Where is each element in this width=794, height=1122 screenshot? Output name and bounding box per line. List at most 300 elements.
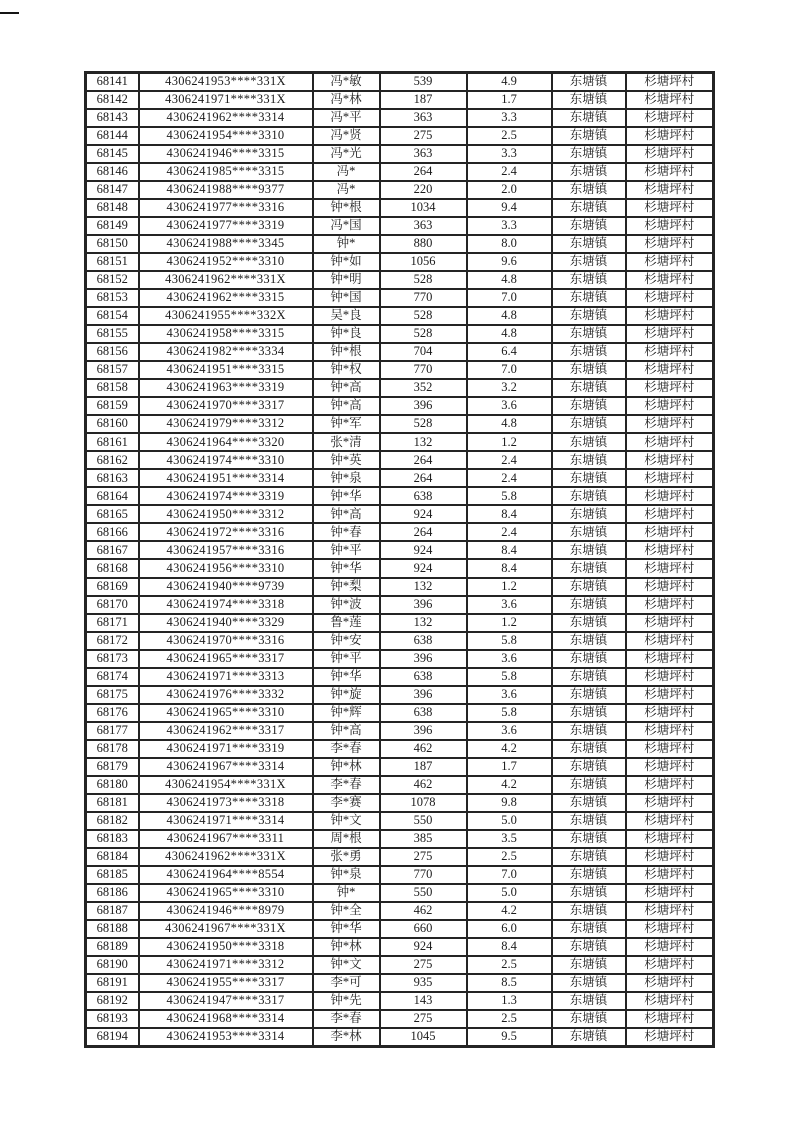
cell-town: 东塘镇: [552, 559, 626, 577]
cell-amount: 363: [380, 217, 467, 235]
cell-town: 东塘镇: [552, 704, 626, 722]
cell-village: 杉塘坪村: [626, 650, 714, 668]
cell-id-number-masked: 4306241976****3332: [139, 686, 313, 704]
cell-serial-number: 68182: [86, 812, 139, 830]
cell-town: 东塘镇: [552, 253, 626, 271]
cell-id-number-masked: 4306241965****3310: [139, 884, 313, 902]
cell-rate: 3.3: [467, 145, 552, 163]
cell-village: 杉塘坪村: [626, 163, 714, 181]
cell-rate: 2.0: [467, 181, 552, 199]
table-row: [86, 794, 714, 812]
cell-serial-number: 68190: [86, 956, 139, 974]
cell-amount: 275: [380, 848, 467, 866]
cell-id-number-masked: 4306241962****3315: [139, 289, 313, 307]
cell-amount: 528: [380, 271, 467, 289]
table-row: [86, 614, 714, 632]
cell-name-masked: 冯*贤: [313, 127, 380, 145]
table-row: [86, 217, 714, 235]
table-row: [86, 559, 714, 577]
table-row: [86, 469, 714, 487]
cell-name-masked: 钟*明: [313, 271, 380, 289]
cell-village: 杉塘坪村: [626, 848, 714, 866]
cell-name-masked: 李*春: [313, 1010, 380, 1028]
cell-village: 杉塘坪村: [626, 992, 714, 1010]
cell-amount: 770: [380, 289, 467, 307]
cell-name-masked: 钟*辉: [313, 704, 380, 722]
cell-amount: 396: [380, 596, 467, 614]
cell-village: 杉塘坪村: [626, 343, 714, 361]
cell-name-masked: 钟*旋: [313, 686, 380, 704]
cell-town: 东塘镇: [552, 992, 626, 1010]
table-row: [86, 415, 714, 433]
cell-id-number-masked: 4306241956****3310: [139, 559, 313, 577]
cell-town: 东塘镇: [552, 73, 626, 92]
cell-id-number-masked: 4306241967****331X: [139, 920, 313, 938]
cell-rate: 9.4: [467, 199, 552, 217]
cell-rate: 9.5: [467, 1028, 552, 1047]
cell-village: 杉塘坪村: [626, 686, 714, 704]
cell-rate: 1.7: [467, 91, 552, 109]
table-row: [86, 289, 714, 307]
table-row: [86, 343, 714, 361]
cell-amount: 462: [380, 740, 467, 758]
cell-serial-number: 68176: [86, 704, 139, 722]
cell-town: 东塘镇: [552, 722, 626, 740]
cell-village: 杉塘坪村: [626, 91, 714, 109]
cell-rate: 4.8: [467, 271, 552, 289]
cell-rate: 9.6: [467, 253, 552, 271]
cell-name-masked: 钟*根: [313, 199, 380, 217]
cell-amount: 770: [380, 361, 467, 379]
cell-amount: 132: [380, 433, 467, 451]
cell-serial-number: 68192: [86, 992, 139, 1010]
cell-town: 东塘镇: [552, 686, 626, 704]
cell-amount: 924: [380, 938, 467, 956]
cell-name-masked: 李*春: [313, 740, 380, 758]
cell-rate: 2.5: [467, 127, 552, 145]
cell-rate: 1.2: [467, 614, 552, 632]
table-row: [86, 433, 714, 451]
cell-town: 东塘镇: [552, 415, 626, 433]
cell-amount: 550: [380, 812, 467, 830]
cell-rate: 3.5: [467, 830, 552, 848]
cell-amount: 220: [380, 181, 467, 199]
cell-name-masked: 李*可: [313, 974, 380, 992]
cell-amount: 638: [380, 668, 467, 686]
cell-name-masked: 冯*林: [313, 91, 380, 109]
cell-serial-number: 68167: [86, 541, 139, 559]
cell-serial-number: 68152: [86, 271, 139, 289]
cell-serial-number: 68156: [86, 343, 139, 361]
cell-serial-number: 68165: [86, 505, 139, 523]
cell-town: 东塘镇: [552, 307, 626, 325]
cell-id-number-masked: 4306241977****3316: [139, 199, 313, 217]
cell-serial-number: 68181: [86, 794, 139, 812]
table-row: [86, 361, 714, 379]
cell-id-number-masked: 4306241946****8979: [139, 902, 313, 920]
cell-amount: 880: [380, 235, 467, 253]
cell-amount: 638: [380, 704, 467, 722]
cell-rate: 7.0: [467, 361, 552, 379]
cell-rate: 4.8: [467, 325, 552, 343]
cell-name-masked: 冯*: [313, 181, 380, 199]
cell-name-masked: 钟*泉: [313, 469, 380, 487]
cell-id-number-masked: 4306241967****3311: [139, 830, 313, 848]
cell-amount: 396: [380, 650, 467, 668]
cell-town: 东塘镇: [552, 902, 626, 920]
cell-rate: 4.8: [467, 415, 552, 433]
table-row: [86, 253, 714, 271]
cell-serial-number: 68189: [86, 938, 139, 956]
cell-town: 东塘镇: [552, 361, 626, 379]
cell-name-masked: 李*林: [313, 1028, 380, 1047]
cell-name-masked: 钟*军: [313, 415, 380, 433]
table-row: [86, 397, 714, 415]
cell-rate: 5.8: [467, 632, 552, 650]
cell-town: 东塘镇: [552, 109, 626, 127]
cell-serial-number: 68170: [86, 596, 139, 614]
cell-rate: 3.2: [467, 379, 552, 397]
table-row: [86, 109, 714, 127]
cell-serial-number: 68146: [86, 163, 139, 181]
cell-village: 杉塘坪村: [626, 523, 714, 541]
cell-id-number-masked: 4306241988****3345: [139, 235, 313, 253]
cell-name-masked: 钟*根: [313, 343, 380, 361]
cell-serial-number: 68169: [86, 578, 139, 596]
table-row: [86, 145, 714, 163]
cell-name-masked: 钟*梨: [313, 578, 380, 596]
table-row: [86, 235, 714, 253]
cell-amount: 264: [380, 163, 467, 181]
cell-id-number-masked: 4306241952****3310: [139, 253, 313, 271]
cell-amount: 187: [380, 91, 467, 109]
cell-name-masked: 周*根: [313, 830, 380, 848]
cell-serial-number: 68160: [86, 415, 139, 433]
cell-rate: 5.8: [467, 704, 552, 722]
cell-serial-number: 68148: [86, 199, 139, 217]
cell-amount: 924: [380, 505, 467, 523]
cell-village: 杉塘坪村: [626, 578, 714, 596]
cell-serial-number: 68143: [86, 109, 139, 127]
cell-serial-number: 68185: [86, 866, 139, 884]
cell-id-number-masked: 4306241974****3310: [139, 451, 313, 469]
cell-serial-number: 68168: [86, 559, 139, 577]
cell-village: 杉塘坪村: [626, 794, 714, 812]
cell-name-masked: 钟*如: [313, 253, 380, 271]
cell-rate: 7.0: [467, 866, 552, 884]
beneficiary-table: [84, 71, 715, 1048]
cell-id-number-masked: 4306241971****3313: [139, 668, 313, 686]
table-row: [86, 523, 714, 541]
cell-town: 东塘镇: [552, 596, 626, 614]
cell-name-masked: 钟*: [313, 235, 380, 253]
cell-name-masked: 钟*平: [313, 541, 380, 559]
cell-id-number-masked: 4306241954****331X: [139, 776, 313, 794]
cell-town: 东塘镇: [552, 145, 626, 163]
cell-town: 东塘镇: [552, 794, 626, 812]
cell-serial-number: 68155: [86, 325, 139, 343]
cell-village: 杉塘坪村: [626, 325, 714, 343]
cell-id-number-masked: 4306241940****9739: [139, 578, 313, 596]
cell-amount: 264: [380, 523, 467, 541]
cell-village: 杉塘坪村: [626, 704, 714, 722]
cell-serial-number: 68187: [86, 902, 139, 920]
cell-rate: 6.4: [467, 343, 552, 361]
cell-village: 杉塘坪村: [626, 812, 714, 830]
cell-town: 东塘镇: [552, 505, 626, 523]
cell-amount: 935: [380, 974, 467, 992]
cell-village: 杉塘坪村: [626, 956, 714, 974]
cell-town: 东塘镇: [552, 451, 626, 469]
cell-name-masked: 钟*高: [313, 505, 380, 523]
cell-rate: 5.8: [467, 487, 552, 505]
cell-town: 东塘镇: [552, 668, 626, 686]
scan-artifact-mark: [0, 12, 19, 14]
cell-name-masked: 钟*文: [313, 956, 380, 974]
cell-serial-number: 68145: [86, 145, 139, 163]
cell-town: 东塘镇: [552, 343, 626, 361]
cell-id-number-masked: 4306241974****3319: [139, 487, 313, 505]
cell-amount: 770: [380, 866, 467, 884]
cell-village: 杉塘坪村: [626, 830, 714, 848]
cell-amount: 352: [380, 379, 467, 397]
cell-rate: 7.0: [467, 289, 552, 307]
cell-rate: 8.4: [467, 938, 552, 956]
cell-id-number-masked: 4306241970****3316: [139, 632, 313, 650]
cell-id-number-masked: 4306241965****3317: [139, 650, 313, 668]
cell-id-number-masked: 4306241962****3314: [139, 109, 313, 127]
cell-name-masked: 张*清: [313, 433, 380, 451]
cell-rate: 1.7: [467, 758, 552, 776]
cell-id-number-masked: 4306241982****3334: [139, 343, 313, 361]
cell-id-number-masked: 4306241953****3314: [139, 1028, 313, 1047]
table-row: [86, 541, 714, 559]
cell-rate: 4.8: [467, 307, 552, 325]
cell-serial-number: 68161: [86, 433, 139, 451]
table-row: [86, 956, 714, 974]
cell-village: 杉塘坪村: [626, 938, 714, 956]
cell-id-number-masked: 4306241962****331X: [139, 848, 313, 866]
cell-amount: 539: [380, 73, 467, 92]
cell-id-number-masked: 4306241958****3315: [139, 325, 313, 343]
cell-amount: 396: [380, 686, 467, 704]
cell-id-number-masked: 4306241973****3318: [139, 794, 313, 812]
cell-id-number-masked: 4306241985****3315: [139, 163, 313, 181]
cell-serial-number: 68144: [86, 127, 139, 145]
cell-amount: 143: [380, 992, 467, 1010]
cell-amount: 704: [380, 343, 467, 361]
cell-amount: 528: [380, 325, 467, 343]
table-row: [86, 866, 714, 884]
cell-rate: 1.3: [467, 992, 552, 1010]
cell-name-masked: 钟*波: [313, 596, 380, 614]
cell-name-masked: 冯*国: [313, 217, 380, 235]
cell-amount: 396: [380, 397, 467, 415]
cell-amount: 275: [380, 127, 467, 145]
cell-rate: 2.4: [467, 163, 552, 181]
cell-name-masked: 钟*平: [313, 650, 380, 668]
cell-rate: 8.5: [467, 974, 552, 992]
cell-rate: 8.4: [467, 559, 552, 577]
cell-rate: 8.0: [467, 235, 552, 253]
table-row: [86, 163, 714, 181]
cell-amount: 264: [380, 469, 467, 487]
cell-serial-number: 68163: [86, 469, 139, 487]
cell-rate: 3.6: [467, 596, 552, 614]
cell-id-number-masked: 4306241950****3318: [139, 938, 313, 956]
cell-name-masked: 钟*春: [313, 523, 380, 541]
cell-serial-number: 68141: [86, 73, 139, 92]
table-row: [86, 884, 714, 902]
cell-serial-number: 68183: [86, 830, 139, 848]
table-row: [86, 722, 714, 740]
cell-name-masked: 钟*华: [313, 487, 380, 505]
cell-serial-number: 68188: [86, 920, 139, 938]
cell-amount: 363: [380, 145, 467, 163]
table-row: [86, 812, 714, 830]
cell-village: 杉塘坪村: [626, 379, 714, 397]
cell-town: 东塘镇: [552, 920, 626, 938]
cell-id-number-masked: 4306241950****3312: [139, 505, 313, 523]
cell-rate: 2.4: [467, 451, 552, 469]
cell-id-number-masked: 4306241951****3315: [139, 361, 313, 379]
cell-id-number-masked: 4306241988****9377: [139, 181, 313, 199]
cell-id-number-masked: 4306241979****3312: [139, 415, 313, 433]
cell-rate: 6.0: [467, 920, 552, 938]
cell-town: 东塘镇: [552, 181, 626, 199]
cell-village: 杉塘坪村: [626, 668, 714, 686]
cell-id-number-masked: 4306241971****331X: [139, 91, 313, 109]
cell-id-number-masked: 4306241967****3314: [139, 758, 313, 776]
cell-town: 东塘镇: [552, 740, 626, 758]
cell-amount: 1034: [380, 199, 467, 217]
cell-name-masked: 吴*良: [313, 307, 380, 325]
cell-serial-number: 68153: [86, 289, 139, 307]
cell-amount: 550: [380, 884, 467, 902]
cell-amount: 275: [380, 1010, 467, 1028]
cell-serial-number: 68193: [86, 1010, 139, 1028]
cell-town: 东塘镇: [552, 127, 626, 145]
cell-id-number-masked: 4306241940****3329: [139, 614, 313, 632]
cell-town: 东塘镇: [552, 487, 626, 505]
cell-name-masked: 钟*安: [313, 632, 380, 650]
table-row: [86, 686, 714, 704]
cell-rate: 4.2: [467, 776, 552, 794]
table-row: [86, 938, 714, 956]
table-row: [86, 451, 714, 469]
cell-village: 杉塘坪村: [626, 1010, 714, 1028]
table-row: [86, 776, 714, 794]
cell-id-number-masked: 4306241972****3316: [139, 523, 313, 541]
cell-serial-number: 68174: [86, 668, 139, 686]
cell-town: 东塘镇: [552, 433, 626, 451]
cell-rate: 3.3: [467, 217, 552, 235]
cell-serial-number: 68175: [86, 686, 139, 704]
table-row: [86, 505, 714, 523]
table-row: [86, 758, 714, 776]
table-row: [86, 848, 714, 866]
cell-rate: 3.6: [467, 397, 552, 415]
table-row: [86, 307, 714, 325]
cell-village: 杉塘坪村: [626, 199, 714, 217]
cell-town: 东塘镇: [552, 974, 626, 992]
cell-village: 杉塘坪村: [626, 181, 714, 199]
cell-village: 杉塘坪村: [626, 974, 714, 992]
cell-name-masked: 钟*英: [313, 451, 380, 469]
table-row: [86, 1010, 714, 1028]
table-row: [86, 704, 714, 722]
cell-town: 东塘镇: [552, 235, 626, 253]
cell-town: 东塘镇: [552, 938, 626, 956]
cell-village: 杉塘坪村: [626, 145, 714, 163]
cell-serial-number: 68154: [86, 307, 139, 325]
cell-town: 东塘镇: [552, 217, 626, 235]
cell-id-number-masked: 4306241957****3316: [139, 541, 313, 559]
cell-amount: 385: [380, 830, 467, 848]
cell-amount: 187: [380, 758, 467, 776]
cell-id-number-masked: 4306241965****3310: [139, 704, 313, 722]
cell-rate: 5.0: [467, 884, 552, 902]
cell-id-number-masked: 4306241970****3317: [139, 397, 313, 415]
cell-village: 杉塘坪村: [626, 505, 714, 523]
cell-town: 东塘镇: [552, 541, 626, 559]
cell-name-masked: 李*赛: [313, 794, 380, 812]
cell-serial-number: 68180: [86, 776, 139, 794]
cell-rate: 9.8: [467, 794, 552, 812]
cell-village: 杉塘坪村: [626, 253, 714, 271]
cell-serial-number: 68194: [86, 1028, 139, 1047]
cell-town: 东塘镇: [552, 469, 626, 487]
cell-serial-number: 68179: [86, 758, 139, 776]
cell-name-masked: 钟*: [313, 884, 380, 902]
cell-name-masked: 钟*华: [313, 920, 380, 938]
cell-id-number-masked: 4306241971****3312: [139, 956, 313, 974]
cell-name-masked: 张*勇: [313, 848, 380, 866]
cell-amount: 264: [380, 451, 467, 469]
cell-name-masked: 冯*光: [313, 145, 380, 163]
cell-serial-number: 68184: [86, 848, 139, 866]
cell-village: 杉塘坪村: [626, 596, 714, 614]
table-row: [86, 650, 714, 668]
cell-amount: 396: [380, 722, 467, 740]
cell-amount: 363: [380, 109, 467, 127]
cell-rate: 2.5: [467, 1010, 552, 1028]
cell-serial-number: 68158: [86, 379, 139, 397]
cell-town: 东塘镇: [552, 1028, 626, 1047]
cell-amount: 1056: [380, 253, 467, 271]
cell-town: 东塘镇: [552, 758, 626, 776]
cell-id-number-masked: 4306241953****331X: [139, 73, 313, 92]
cell-id-number-masked: 4306241968****3314: [139, 1010, 313, 1028]
table-row: [86, 271, 714, 289]
cell-id-number-masked: 4306241964****3320: [139, 433, 313, 451]
table-row: [86, 740, 714, 758]
cell-village: 杉塘坪村: [626, 469, 714, 487]
cell-serial-number: 68173: [86, 650, 139, 668]
cell-village: 杉塘坪村: [626, 740, 714, 758]
cell-name-masked: 钟*高: [313, 397, 380, 415]
cell-rate: 3.6: [467, 650, 552, 668]
cell-village: 杉塘坪村: [626, 127, 714, 145]
cell-id-number-masked: 4306241951****3314: [139, 469, 313, 487]
table-row: [86, 920, 714, 938]
cell-amount: 660: [380, 920, 467, 938]
table-row: [86, 668, 714, 686]
cell-serial-number: 68159: [86, 397, 139, 415]
cell-village: 杉塘坪村: [626, 397, 714, 415]
cell-town: 东塘镇: [552, 397, 626, 415]
cell-amount: 1045: [380, 1028, 467, 1047]
